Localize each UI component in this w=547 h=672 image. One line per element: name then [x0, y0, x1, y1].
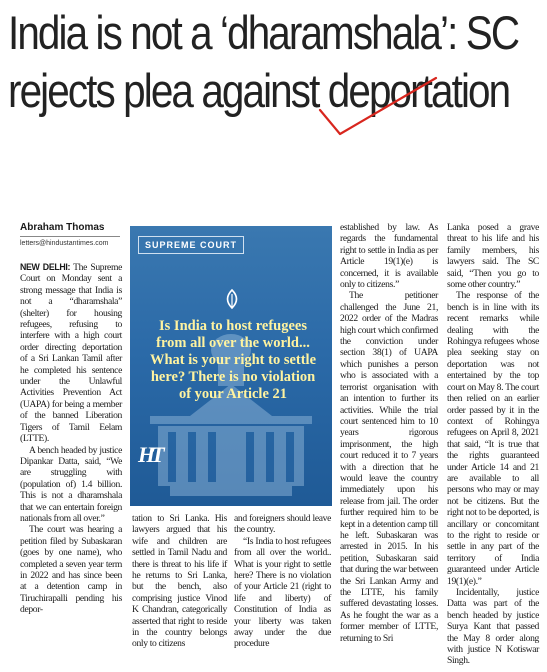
article-column-2b	[234, 513, 331, 650]
ht-logo: HT	[138, 442, 161, 467]
pull-quote: Is India to host refugees from all over the world... What is your right to settle here? There is no violation of your Article 21	[149, 318, 317, 402]
article-paragraph: “Is India to host refugees from all over the world.. What is your right to settle here? There is no violation of your Article 21 (right to life and liberty) of Constitution of India as your liberty was taken away under the due procedure	[234, 535, 331, 650]
article-column-1	[20, 262, 122, 616]
article-column-4	[447, 222, 539, 667]
author-email: letters@hindustantimes.com	[20, 240, 109, 247]
headline-line-1: India is not a ‘dharamshala’: SC	[8, 6, 519, 59]
supreme-court-quote-panel	[130, 226, 332, 506]
red-tick-mark-icon	[318, 72, 438, 142]
author-name: Abraham Thomas	[20, 222, 120, 237]
article-column-2a	[132, 513, 227, 650]
article-paragraph: established by law. As regards the fundamental right to settle in India as per Article 19(1)(e) is concerned, it is available only to citizens.”	[340, 222, 438, 291]
byline	[20, 222, 120, 247]
section-kicker: SUPREME COURT	[138, 236, 244, 254]
article-paragraph: The response of the bench is in line with its recent remarks while dealing with the Rohingya refugees whose plea seeking stay on deportation was not entertained by the top court on May 8. The court then relied on an earlier order passed by it in the context of Rohingya refugees on April 8, 2021 that said, “It is true that the rights guaranteed under Article 14 and 21 are available to all persons who may or may not be citizens. But the right not to be deported, is ancillary or concomitant to the right to reside or settle in any part of the territory of India guaranteed under Article 19(1)(e).”	[447, 290, 539, 587]
article-paragraph: Incidentally, justice Datta was part of the bench headed by justice Surya Kant that passed the May 8 order along with justice N Kotiswar Singh.	[447, 587, 539, 667]
dateline: NEW DELHI:	[20, 262, 71, 272]
article-paragraph: Lanka posed a grave threat to his life and his family members, his lawyers said. The SC said, “Then you go to some other country.”	[447, 222, 539, 291]
article-paragraph: NEW DELHI: The Supreme Court on Monday sent a strong message that India is not a “dharamshala” (shelter) for housing refugees, refusing to interfere with a high court order directing deportation of a Sri Lankan Tamil after he completed his sentence under the Unlawful Activities Prevention Act (UAPA) for being a member of the banned Liberation Tigers of Tamil Eelam (LTTE).	[20, 262, 122, 445]
article-paragraph: and foreigners should leave the country.	[234, 513, 331, 536]
article-paragraph: tation to Sri Lanka. His lawyers argued that his wife and children are settled in Tamil Nadu and there is threat to his life if he returns to Sri Lanka, but the bench, also comprising justice Vinod K Chandran, categorically asserted that right to reside in the country belongs only to citizens	[132, 513, 227, 650]
article-paragraph: The court was hearing a petition filed by Subaskaran (goes by one name), who completed a seven year term in 2022 and has since been at a detention camp in Tiruchirapalli pending his depor-	[20, 524, 122, 616]
leaf-emblem-icon	[222, 288, 242, 310]
article-paragraph: The petitioner challenged the June 21, 2022 order of the Madras high court which confirmed the conviction under section 38(1) of UAPA which punishes a person who is associated with a terrorist organisation with an intention to further its activities. While the trial court sentenced him to 10 years rigorous imprisonment, the high court reduced it to 7 years with a direction that he would leave the country immediately upon his release from jail. The order further required him to be kept in a detention camp till he left. Subaskaran was arrested in 2015. In his petition, Subaskaran said that during the war between the Sri Lankan Army and the LTTE, his family suffered devastating losses. As he fought the war as a former member of LTTE, returning to Sri	[340, 290, 438, 644]
headline-line-2: rejects plea against deportation	[8, 64, 510, 117]
article-paragraph: A bench headed by justice Dipankar Datta, said, “We are struggling with (population of) 1.4 billion. This is not a dharamshala that we can entertain foreign nationals from all over.”	[20, 444, 122, 524]
article-column-3	[340, 222, 438, 644]
